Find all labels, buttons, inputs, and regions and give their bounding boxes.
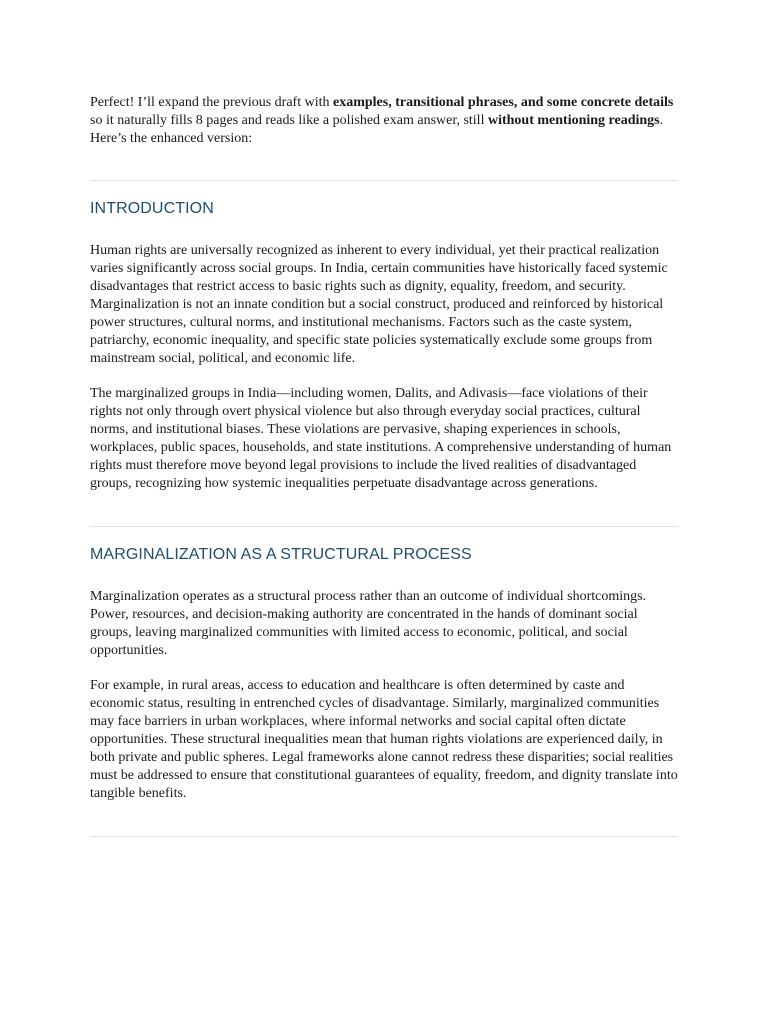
document-page	[90, 94, 678, 837]
divider	[90, 180, 678, 181]
preface-text-3: . Here’s the enhanced version:	[90, 113, 664, 146]
preface-text-1: Perfect! I’ll expand the previous draft with	[90, 95, 333, 110]
preface-paragraph	[90, 94, 678, 148]
marginalization-paragraph-1: Marginalization operates as a structural process rather than an outcome of individual shortcomings. Power, resources, and decision-making authority are concentrated in the hands of dominant social groups, leaving marginalized communities with limited access to economic, political, and social opportunities.	[90, 589, 647, 658]
preface-bold-1: examples, transitional phrases, and some concrete details	[332, 95, 674, 110]
divider	[90, 836, 678, 837]
preface-bold-2: without mentioning readings	[487, 113, 660, 128]
divider	[90, 526, 678, 527]
introduction-paragraph-2: The marginalized groups in India—including women, Dalits, and Adivasis—face violations of their rights not only through overt physical violence but also through everyday social practices, cultural norms, and institutional biases. These violations are pervasive, shaping experiences in schools, workplaces, public spaces, households, and state institutions. A comprehensive understanding of human rights must therefore move beyond legal provisions to include the lived realities of disadvantaged groups, recognizing how systemic inequalities perpetuate disadvantage across generations.	[90, 386, 672, 491]
introduction-paragraph-1: Human rights are universally recognized as inherent to every individual, yet their practical realization varies significantly across social groups. In India, certain communities have historically faced systemic disadvantages that restrict access to basic rights such as dignity, equality, freedom, and security. Marginalization is not an innate condition but a social construct, produced and reinforced by historical power structures, cultural norms, and institutional mechanisms. Factors such as the caste system, patriarchy, economic inequality, and specific state policies systematically exclude some groups from mainstream social, political, and economic life.	[90, 243, 668, 366]
marginalization-paragraph-2: For example, in rural areas, access to education and healthcare is often determined by caste and economic status, resulting in entrenched cycles of disadvantage. Similarly, marginalized communities may face barriers in urban workplaces, where informal networks and social capital often dictate opportunities. These structural inequalities mean that human rights violations are experienced daily, in both private and public spheres. Legal frameworks alone cannot redress these disparities; social realities must be addressed to ensure that constitutional guarantees of equality, freedom, and dignity translate into tangible benefits.	[90, 678, 678, 801]
preface-text-2: so it naturally fills 8 pages and reads like a polished exam answer, still	[90, 113, 488, 128]
section-heading-introduction: INTRODUCTION	[90, 200, 214, 217]
section-heading-marginalization: MARGINALIZATION AS A STRUCTURAL PROCESS	[90, 546, 472, 563]
